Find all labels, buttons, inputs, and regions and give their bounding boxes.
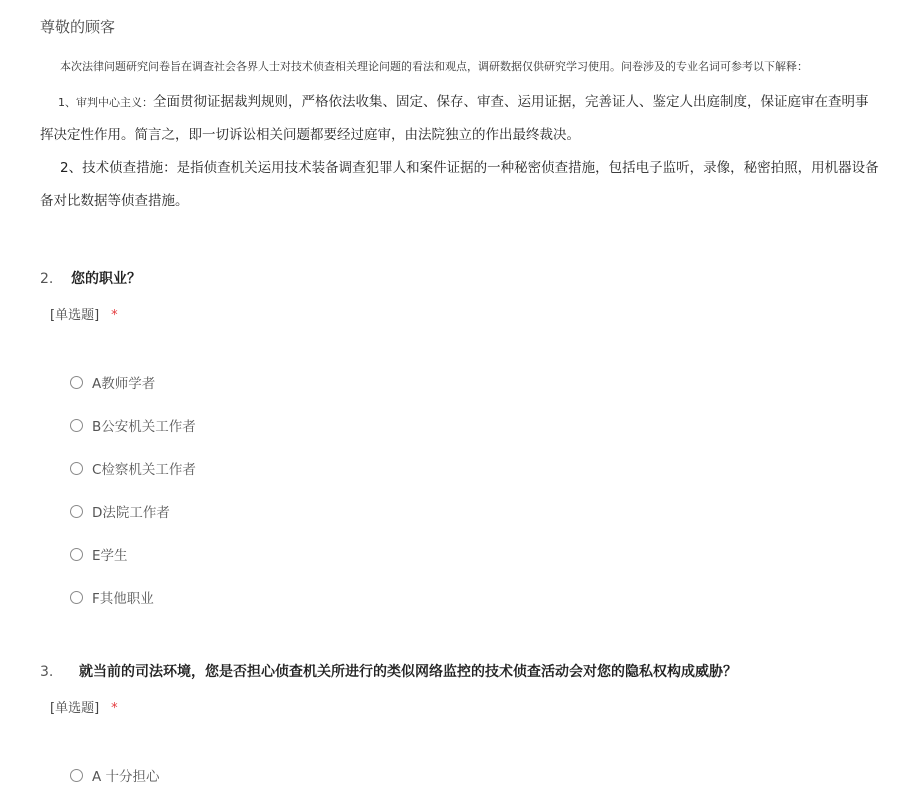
required-mark: * — [111, 308, 118, 323]
question-2-type — [50, 304, 118, 323]
question-type-label: [单选题] — [50, 308, 100, 323]
radio-circle-icon[interactable] — [70, 462, 83, 475]
definition-1-text: 全面贯彻证据裁判规则，严格依法收集、固定、保存、审查、运用证据，完善证人、鉴定人出庭制度，保证庭审在查明事 — [153, 94, 869, 110]
option-a-teacher[interactable] — [70, 373, 155, 391]
radio-circle-icon[interactable] — [70, 376, 83, 389]
radio-circle-icon[interactable] — [70, 769, 83, 782]
question-2-title — [40, 268, 141, 288]
definition-2-line-1: 2、技术侦查措施：是指侦查机关运用技术装备调查犯罪人和案件证据的一种秘密侦查措施，包括电子监听，录像，秘密拍照，用机器设备 — [60, 160, 879, 176]
option-label: A 十分担心 — [92, 769, 160, 785]
required-mark: * — [111, 701, 118, 716]
question-3-number: 3. — [40, 664, 54, 680]
survey-purpose-text: 本次法律问题研究问卷旨在调查社会各界人士对技术侦查相关理论问题的看法和观点，调研数据仅供研究学习使用。问卷涉及的专业名词可参考以下解释： — [60, 60, 808, 73]
greeting-text: 尊敬的顾客 — [40, 18, 116, 36]
question-2-text: 您的职业？ — [71, 271, 141, 287]
question-3-type — [50, 697, 118, 716]
option-b-police[interactable] — [70, 416, 196, 434]
question-type-label: [单选题] — [50, 701, 100, 716]
radio-circle-icon[interactable] — [70, 548, 83, 561]
option-label: D法院工作者 — [92, 505, 170, 521]
definition-1-line-2: 挥决定性作用。简言之，即一切诉讼相关问题都要经过庭审，由法院独立的作出最终裁决。 — [40, 127, 580, 143]
question-3-title — [40, 661, 737, 681]
option-e-student[interactable] — [70, 545, 128, 563]
option-label: F其他职业 — [92, 591, 154, 607]
definition-1-line-1 — [58, 90, 869, 110]
option-a-very-worried[interactable] — [70, 766, 160, 784]
option-label: C检察机关工作者 — [92, 462, 196, 478]
definition-2-line-2: 备对比数据等侦查措施。 — [40, 193, 189, 209]
definition-1-term: 1、审判中心主义： — [58, 96, 153, 109]
question-2-number: 2. — [40, 271, 54, 287]
option-label: A教师学者 — [92, 376, 156, 392]
radio-circle-icon[interactable] — [70, 505, 83, 518]
option-f-other[interactable] — [70, 588, 154, 606]
option-label: E学生 — [92, 548, 128, 564]
radio-circle-icon[interactable] — [70, 591, 83, 604]
option-c-procuratorate[interactable] — [70, 459, 196, 477]
option-d-court[interactable] — [70, 502, 170, 520]
question-3-text: 就当前的司法环境，您是否担心侦查机关所进行的类似网络监控的技术侦查活动会对您的隐私权构成威胁？ — [79, 664, 737, 680]
radio-circle-icon[interactable] — [70, 419, 83, 432]
option-label: B公安机关工作者 — [92, 419, 196, 435]
